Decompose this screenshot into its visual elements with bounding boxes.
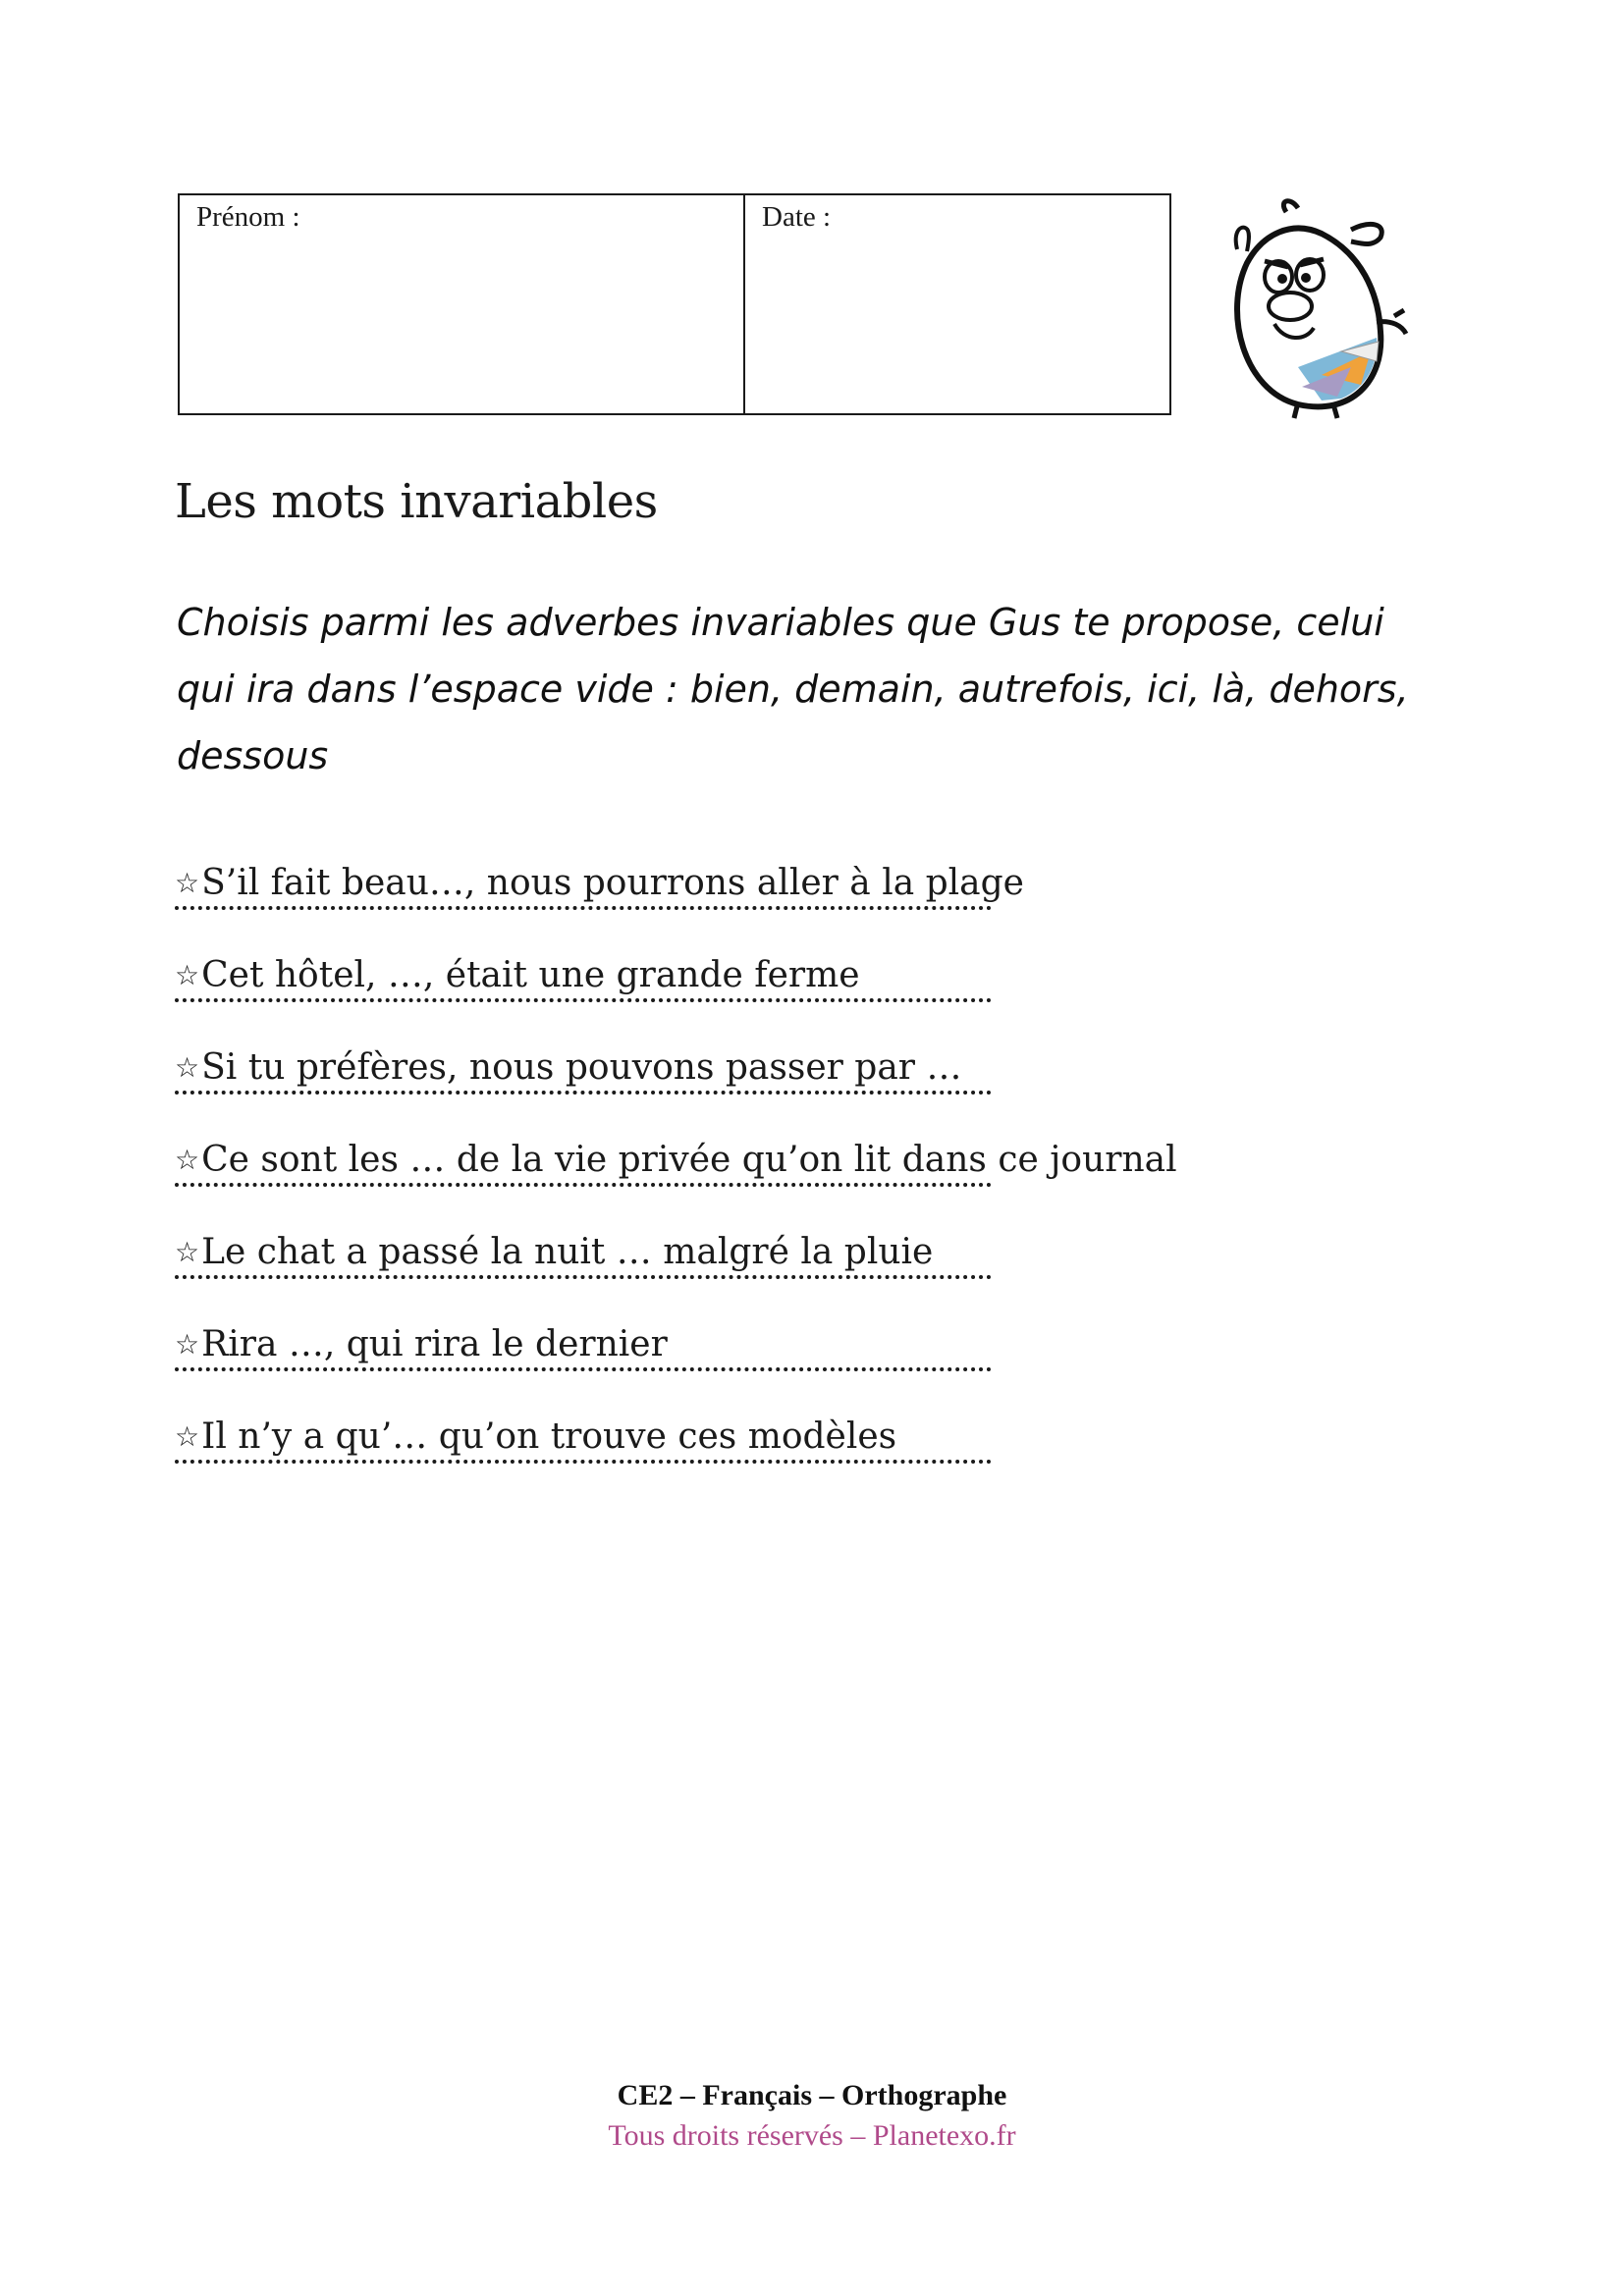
star-icon: ☆: [175, 1051, 200, 1084]
footer-rights: Tous droits réservés – Planetexo.fr: [608, 2119, 1016, 2152]
first-name-label: Prénom :: [196, 201, 300, 233]
page-footer: [0, 2076, 1624, 2157]
exercise-sentence: Il n’y a qu’… qu’on trouve ces modèles: [201, 1416, 897, 1457]
exercise-sentence: Si tu préfères, nous pouvons passer par …: [201, 1047, 962, 1088]
exercise-item: [175, 1043, 1451, 1136]
exercise-item: [175, 1320, 1451, 1413]
answer-line[interactable]: [175, 994, 992, 1002]
exercise-list: [175, 859, 1451, 1505]
exercise-sentence: Rira …, qui rira le dernier: [201, 1324, 668, 1364]
star-icon: ☆: [175, 1420, 200, 1453]
date-label: Date :: [762, 201, 832, 233]
answer-line[interactable]: [175, 1363, 992, 1371]
exercise-item: [175, 951, 1451, 1043]
exercise-sentence: Cet hôtel, …, était une grande ferme: [201, 955, 860, 995]
exercise-sentence: Le chat a passé la nuit … malgré la pluie: [201, 1232, 934, 1272]
exercise-instructions: Choisis parmi les adverbes invariables que Gus te propose, celui qui ira dans l’espace vide : bien, demain, autrefois, ici, là, dehors, dessous: [177, 601, 1409, 777]
answer-line[interactable]: [175, 902, 992, 910]
exercise-item: [175, 1413, 1451, 1505]
first-name-field[interactable]: [180, 195, 745, 413]
exercise-item: [175, 859, 1451, 951]
answer-line[interactable]: [175, 1179, 992, 1187]
star-icon: ☆: [175, 1144, 200, 1176]
page-title: Les mots invariables: [175, 474, 658, 529]
star-icon: ☆: [175, 959, 200, 991]
answer-line[interactable]: [175, 1087, 992, 1095]
exercise-item: [175, 1136, 1451, 1228]
star-icon: ☆: [175, 1236, 200, 1268]
student-info-box: [178, 193, 1171, 415]
star-icon: ☆: [175, 867, 200, 899]
exercise-item: [175, 1228, 1451, 1320]
exercise-sentence: Ce sont les … de la vie privée qu’on lit dans ce journal: [201, 1140, 1177, 1180]
gus-mascot-icon: [1204, 194, 1414, 420]
answer-line[interactable]: [175, 1271, 992, 1279]
star-icon: ☆: [175, 1328, 200, 1361]
date-field[interactable]: [745, 195, 1169, 413]
answer-line[interactable]: [175, 1456, 992, 1464]
exercise-sentence: S’il fait beau…, nous pourrons aller à la plage: [201, 863, 1024, 903]
footer-course: CE2 – Français – Orthographe: [617, 2079, 1007, 2111]
